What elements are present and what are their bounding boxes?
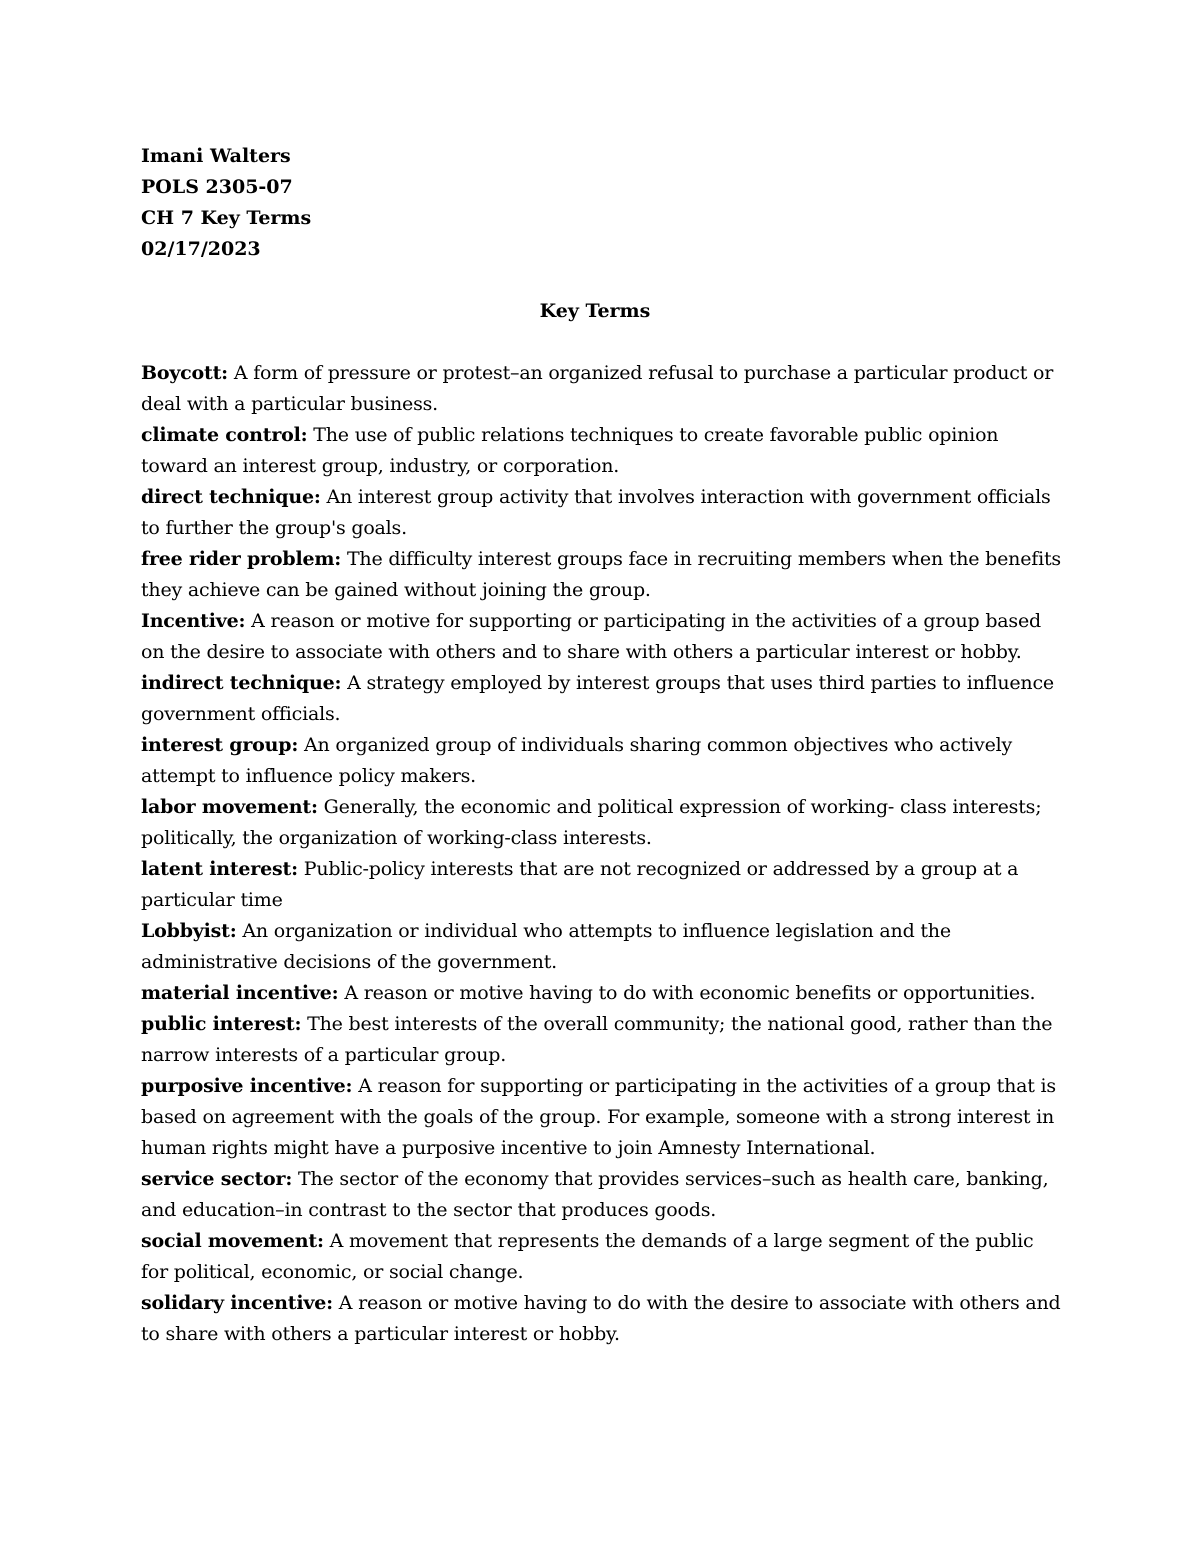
document-date: 02/17/2023 bbox=[141, 238, 261, 260]
term-definition: A reason or motive for supporting or participating in the activities of a group based on the desire to associate with others and to share with others a particular interest or hobby. bbox=[141, 610, 1041, 663]
term-entry bbox=[141, 854, 1066, 916]
term-definition: An organized group of individuals sharing common objectives who actively attempt to influence policy makers. bbox=[141, 734, 1013, 787]
term-name: latent interest: bbox=[141, 858, 298, 880]
term-name: social movement: bbox=[141, 1230, 324, 1252]
term-name: labor movement: bbox=[141, 796, 318, 818]
term-name: Boycott: bbox=[141, 362, 228, 384]
term-definition: The use of public relations techniques to create favorable public opinion toward an interest group, industry, or corporation. bbox=[141, 424, 999, 477]
term-name: material incentive: bbox=[141, 982, 339, 1004]
term-entry bbox=[141, 544, 1066, 606]
term-name: climate control: bbox=[141, 424, 308, 446]
term-name: public interest: bbox=[141, 1013, 302, 1035]
term-entry bbox=[141, 668, 1066, 730]
term-entry bbox=[141, 606, 1066, 668]
term-name: direct technique: bbox=[141, 486, 321, 508]
course-code: POLS 2305-07 bbox=[141, 176, 293, 198]
term-definition: A reason for supporting or participating in the activities of a group that is based on agreement with the goals of the group. For example, someone with a strong interest in human rights might have a purposive incentive to join Amnesty International. bbox=[141, 1075, 1056, 1159]
term-name: Lobbyist: bbox=[141, 920, 237, 942]
document-header bbox=[141, 141, 1066, 265]
term-entry bbox=[141, 358, 1066, 420]
term-name: solidary incentive: bbox=[141, 1292, 333, 1314]
term-name: indirect technique: bbox=[141, 672, 342, 694]
term-entry bbox=[141, 1288, 1066, 1350]
term-entry bbox=[141, 792, 1066, 854]
author-name: Imani Walters bbox=[141, 145, 291, 167]
term-definition: A strategy employed by interest groups that uses third parties to influence government officials. bbox=[141, 672, 1054, 725]
term-definition: An interest group activity that involves interaction with government officials to further the group's goals. bbox=[141, 486, 1051, 539]
term-definition: A reason or motive having to do with economic benefits or opportunities. bbox=[344, 982, 1036, 1004]
term-entry bbox=[141, 482, 1066, 544]
term-definition: A form of pressure or protest–an organized refusal to purchase a particular product or deal with a particular business. bbox=[141, 362, 1054, 415]
term-entry bbox=[141, 1226, 1066, 1288]
term-name: service sector: bbox=[141, 1168, 293, 1190]
terms-list bbox=[141, 358, 1066, 1350]
term-definition: Public-policy interests that are not recognized or addressed by a group at a particular time bbox=[141, 858, 1019, 911]
term-entry bbox=[141, 1009, 1066, 1071]
term-name: Incentive: bbox=[141, 610, 246, 632]
term-definition: The difficulty interest groups face in recruiting members when the benefits they achieve can be gained without joining the group. bbox=[141, 548, 1061, 601]
term-definition: An organization or individual who attempts to influence legislation and the administrative decisions of the government. bbox=[141, 920, 951, 973]
term-definition: A reason or motive having to do with the desire to associate with others and to share with others a particular interest or hobby. bbox=[141, 1292, 1061, 1345]
term-definition: The best interests of the overall community; the national good, rather than the narrow interests of a particular group. bbox=[141, 1013, 1053, 1066]
term-name: free rider problem: bbox=[141, 548, 342, 570]
page-title: Key Terms bbox=[539, 300, 651, 322]
term-entry bbox=[141, 1164, 1066, 1226]
term-name: purposive incentive: bbox=[141, 1075, 353, 1097]
term-definition: A movement that represents the demands of a large segment of the public for political, economic, or social change. bbox=[141, 1230, 1034, 1283]
term-name: interest group: bbox=[141, 734, 299, 756]
term-definition: Generally, the economic and political expression of working- class interests; politically, the organization of working-class interests. bbox=[141, 796, 1042, 849]
term-entry bbox=[141, 1071, 1066, 1164]
term-definition: The sector of the economy that provides services–such as health care, banking, and education–in contrast to the sector that produces goods. bbox=[141, 1168, 1049, 1221]
document-page bbox=[141, 141, 1066, 1350]
term-entry bbox=[141, 420, 1066, 482]
assignment-title: CH 7 Key Terms bbox=[141, 207, 312, 229]
term-entry bbox=[141, 978, 1066, 1009]
term-entry bbox=[141, 730, 1066, 792]
term-entry bbox=[141, 916, 1066, 978]
